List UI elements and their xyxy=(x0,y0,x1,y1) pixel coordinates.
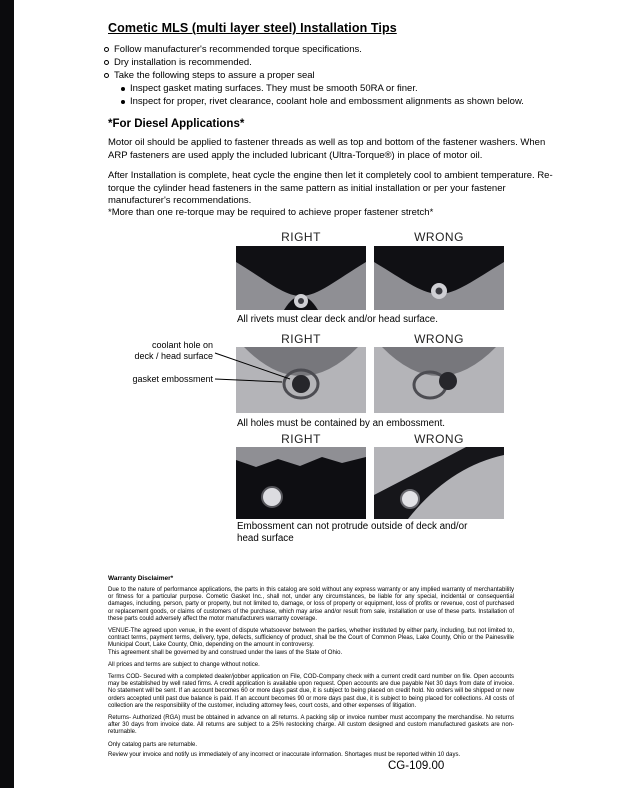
list-item xyxy=(104,43,574,56)
warranty-paragraph: Review your invoice and notify us immediately of any incorrect or inaccurate information. Shortages must be reported within 10 days. xyxy=(108,751,461,758)
bullet-circle-icon xyxy=(104,73,109,78)
protrusion-wrong-panel xyxy=(374,447,504,519)
retorque-note: *More than one re-torque may be required to achieve proper fastener stretch* xyxy=(108,207,434,218)
diesel-paragraph-motor-oil: Motor oil should be applied to fastener threads as well as top and bottom of the fastener washers. When ARP fasteners are used apply the included lubricant (Ultra-Torque®) in place of motor oil. xyxy=(108,137,546,161)
rivet-clear-deck-image xyxy=(236,246,366,310)
row1-caption: All rivets must clear deck and/or head surface. xyxy=(237,314,438,325)
warranty-disclaimer-section xyxy=(108,575,514,759)
row3-wrong-label: WRONG xyxy=(414,432,464,446)
list-item-text: Dry installation is recommended. xyxy=(114,57,252,68)
embossment-wrong-panel xyxy=(374,347,504,413)
bullet-dot-icon xyxy=(121,100,125,104)
rivet-right-panel xyxy=(236,246,366,310)
warranty-paragraph: Only catalog parts are returnable. xyxy=(108,741,198,748)
warranty-paragraph: Terms COD- Secured with a completed dealer/jobber application on File, COD-Company check with a current credit card number on file. Open accounts may be established by well rated firms. A credit application is available upon request. Open accounts are due payable Net 30 days from date of invoice. No statement will be sent. If an account becomes 60 or more days past due, it is subject to being placed on credit hold. No orders will be shipped or new orders accepted until past due balance is paid. If an account becomes 90 or more days past due, it is subject to being placed for collections. All costs of collection are the responsibility of the customer, including attorney fees, court costs, and other expenses of litigation. xyxy=(108,674,514,709)
row3-right-label: RIGHT xyxy=(281,432,321,446)
row2-wrong-label: WRONG xyxy=(414,332,464,346)
row1-right-label: RIGHT xyxy=(281,230,321,244)
bullet-circle-icon xyxy=(104,47,109,52)
embossment-protruding-image xyxy=(374,447,504,519)
diesel-paragraph-heat-cycle: After Installation is complete, heat cycle the engine then let it completely cool to ambient temperature. Re-torque the cylinder head fasteners in the same pattern as initial installation or per your fastener manufacturer's recommendations. xyxy=(108,170,553,206)
list-item-text: Inspect for proper, rivet clearance, coolant hole and embossment alignments as shown below. xyxy=(130,96,524,107)
bullet-dot-icon xyxy=(121,87,125,91)
list-item xyxy=(121,82,581,95)
embossment-inside-deck-image xyxy=(236,447,366,519)
warranty-paragraph: VENUE-The agreed upon venue, in the event of dispute whatsoever between the parties, whether instituted by either party, including, but not limited to, contract terms, payment terms, delivery, type, defects, sufficiency of product, shall be the Court of Common Pleas, Lake County, Ohio or the Painesville Municipal Court, Lake County, Ohio, depending on the amount in controversy. xyxy=(108,628,514,649)
warranty-heading: Warranty Disclaimer* xyxy=(108,575,174,582)
warranty-paragraph: All prices and terms are subject to change without notice. xyxy=(108,661,260,668)
annotation-text: deck / head surface xyxy=(134,351,213,361)
page-code: CG-109.00 xyxy=(388,760,445,772)
warranty-paragraph: This agreement shall be governed by and construed under the laws of the State of Ohio. xyxy=(108,649,343,656)
coolant-hole-annotation xyxy=(117,340,213,362)
list-item-text: Follow manufacturer's recommended torque specifications. xyxy=(114,44,362,55)
annotation-text: coolant hole on xyxy=(151,340,213,350)
list-item xyxy=(121,95,581,108)
row3-caption: Embossment can not protrude outside of deck and/or head surface xyxy=(237,521,468,544)
protrusion-right-panel xyxy=(236,447,366,519)
annotation-text: gasket embossment xyxy=(132,374,213,384)
list-item xyxy=(104,56,574,69)
installation-tips-sub-list xyxy=(121,82,581,108)
list-item-text: Take the following steps to assure a proper seal xyxy=(114,70,315,81)
hole-not-contained-image xyxy=(374,347,504,413)
embossment-right-panel xyxy=(236,347,366,413)
warranty-paragraph: Due to the nature of performance applications, the parts in this catalog are sold without any express warranty or any implied warranty of merchantability or fitness for a particular purpose. Cometic Gasket Inc., shall not, under any circumstances, be liable for any special, incidental or consequential damages, including, person, party or property, but not limited to, damage, or loss of property or equipment, loss of profits or revenue, cost of purchased or replacement goods, or claims of customers of the purchase, which may arise and/or result from sale, installation or use of these parts. Installation of these parts could adversely affect the motor manufacturers warranty coverage. xyxy=(108,587,514,622)
page-title: Cometic MLS (multi layer steel) Installation Tips xyxy=(108,21,397,35)
row2-right-label: RIGHT xyxy=(281,332,321,346)
gasket-embossment-annotation xyxy=(117,374,213,385)
hole-contained-image xyxy=(236,347,366,413)
rivet-touching-deck-image xyxy=(374,246,504,310)
right-wrong-diagram-section xyxy=(0,228,618,558)
rivet-wrong-panel xyxy=(374,246,504,310)
row2-caption: All holes must be contained by an embossment. xyxy=(237,418,446,429)
diesel-applications-heading: *For Diesel Applications* xyxy=(108,118,245,130)
installation-tips-list xyxy=(104,43,574,82)
list-item xyxy=(104,69,574,82)
warranty-paragraph: Returns- Authorized (RGA) must be obtained in advance on all returns. A packing slip or invoice number must accompany the merchandise. No returns after 30 days from invoice date. All returns are subject to a 25% restocking charge. All custom designed and custom manufactured gaskets are non-returnable. xyxy=(108,715,514,736)
bullet-circle-icon xyxy=(104,60,109,65)
list-item-text: Inspect gasket mating surfaces. They must be smooth 50RA or finer. xyxy=(130,83,418,94)
row1-wrong-label: WRONG xyxy=(414,230,464,244)
